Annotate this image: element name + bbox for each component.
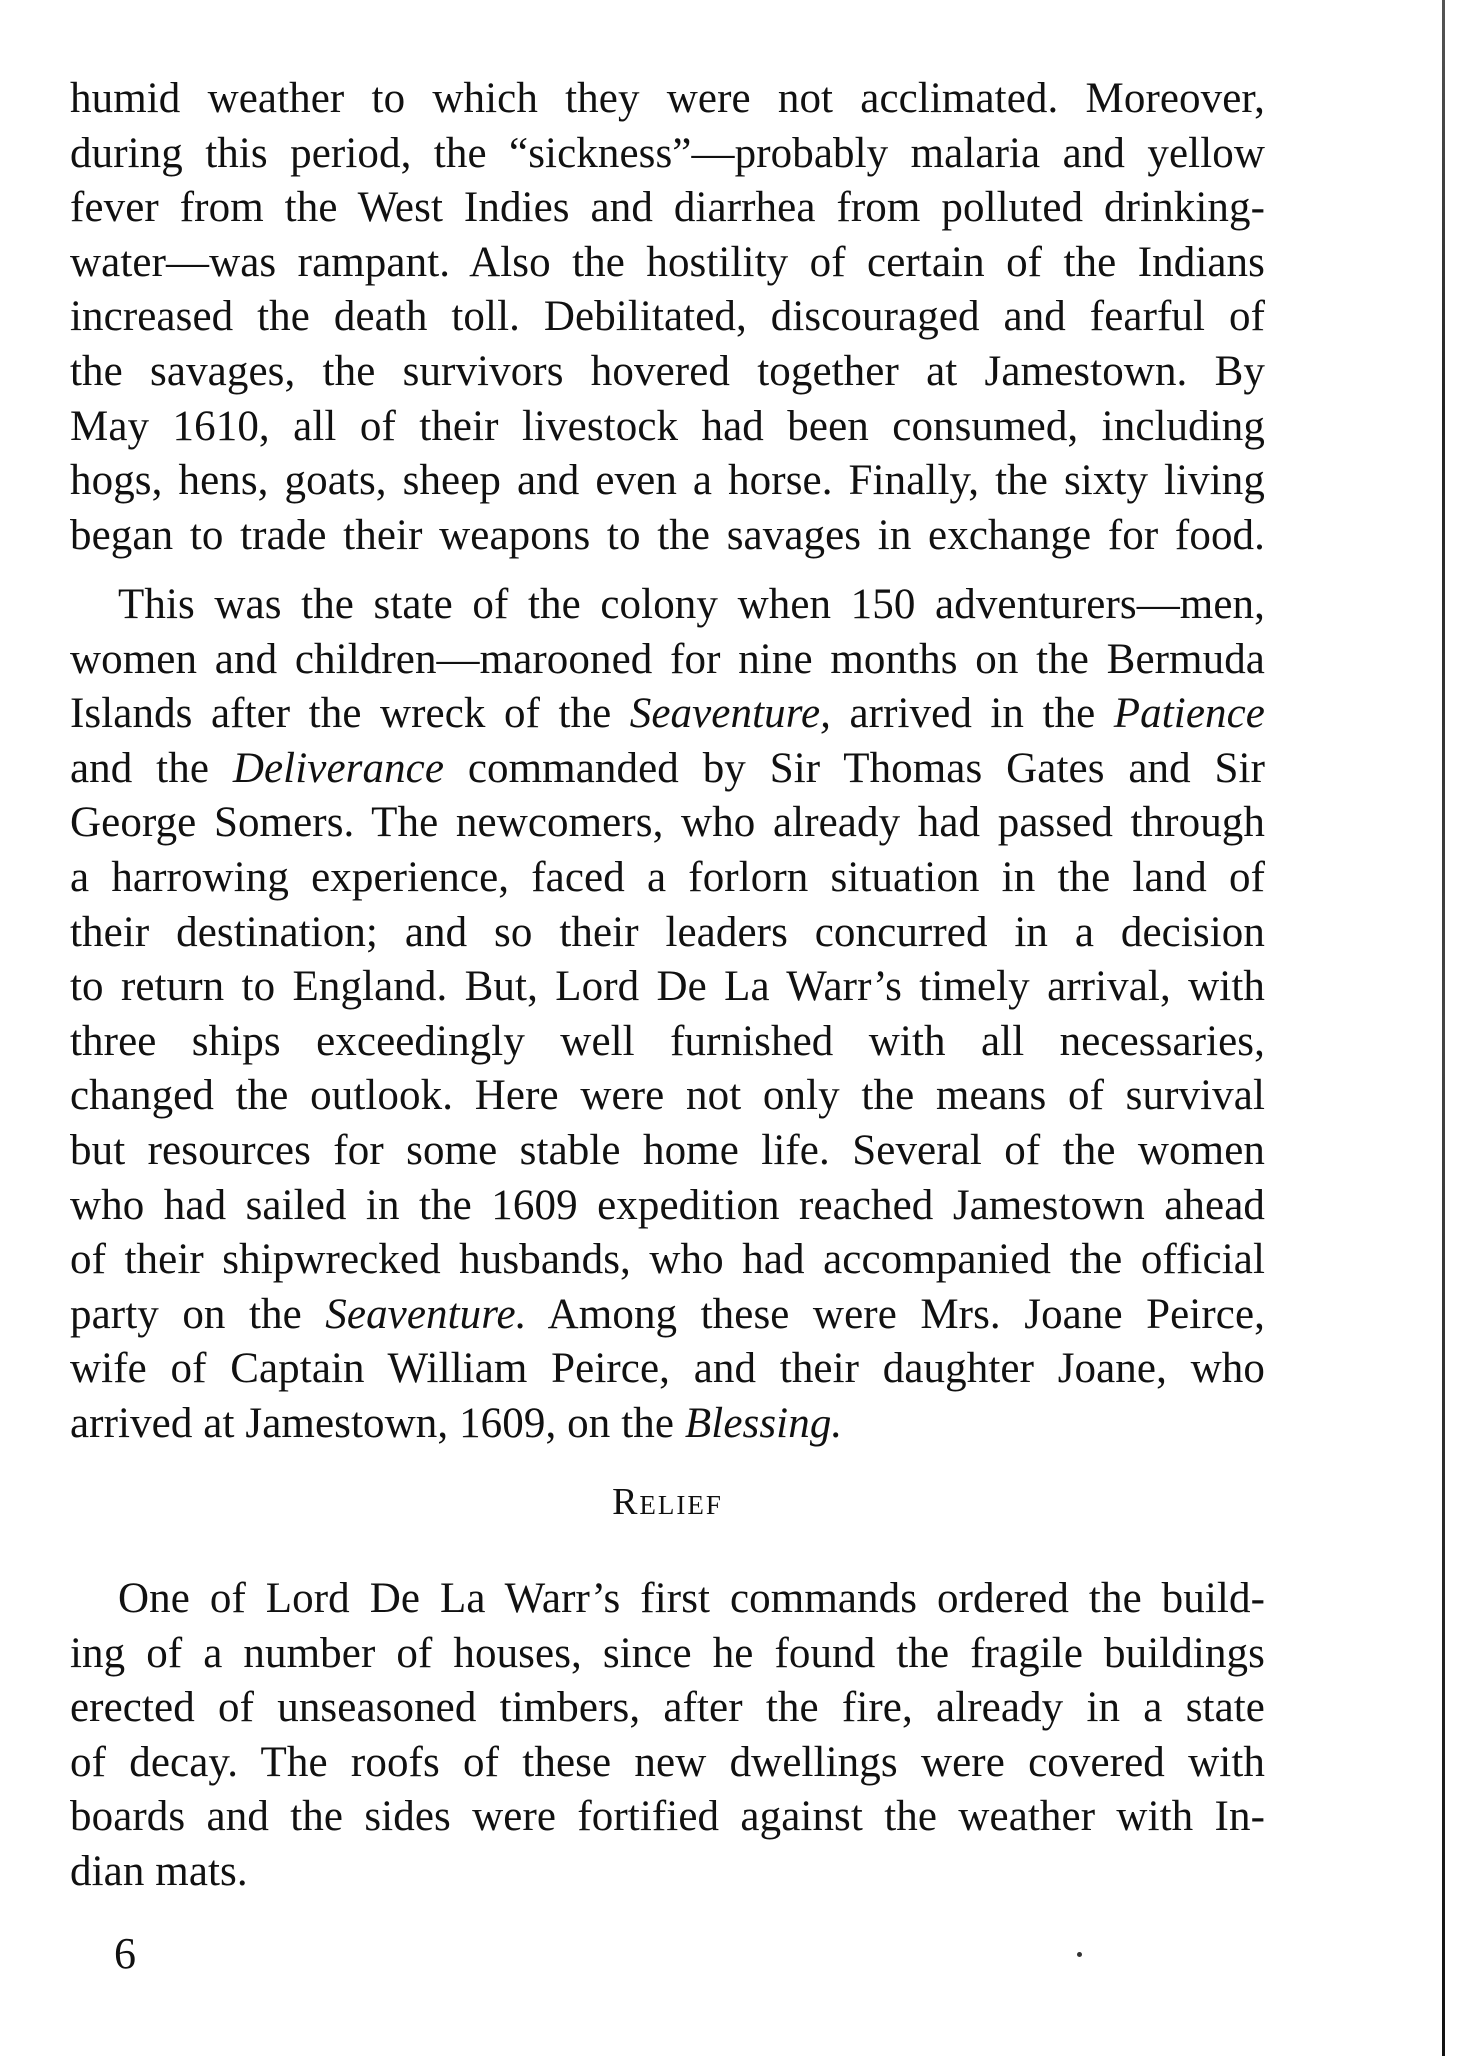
section-heading: Relief	[612, 1481, 723, 1523]
text-line: increased the death toll. Debilitated, discouraged and fearful of	[70, 293, 1265, 341]
text-line: to return to England. But, Lord De La Warr’s timely arrival, with	[70, 963, 1265, 1011]
ship-name: Patience	[1113, 690, 1265, 738]
text-line: began to trade their weapons to the savages in exchange for food.	[70, 511, 1265, 559]
page-number: 6	[114, 1929, 136, 1978]
text-line: hogs, hens, goats, sheep and even a horse. Finally, the sixty living	[70, 457, 1265, 505]
text-line: of their shipwrecked husbands, who had accompanied the official	[70, 1236, 1265, 1284]
text-line: wife of Captain William Peirce, and their daughter Joane, who	[70, 1345, 1265, 1393]
text-line	[70, 1397, 1265, 1452]
text-run: arrived in the	[831, 690, 1114, 738]
text-line: a harrowing experience, faced a forlorn situation in the land of	[70, 853, 1265, 901]
text-line: the savages, the survivors hovered together at Jamestown. By	[70, 347, 1265, 395]
text-run: and the	[70, 744, 233, 792]
text-run: Islands after the wreck of the	[70, 690, 630, 738]
ship-name: Blessing.	[684, 1399, 843, 1447]
text-line: women and children—marooned for nine months on the Bermuda	[70, 635, 1265, 683]
text-line: but resources for some stable home life. Several of the women	[70, 1126, 1265, 1174]
text-line: George Somers. The newcomers, who already had passed through	[70, 799, 1265, 847]
text-line: their destination; and so their leaders concurred in a decision	[70, 908, 1265, 956]
text-run: Among these were Mrs. Joane Peirce,	[526, 1290, 1265, 1338]
text-line: three ships exceedingly well furnished with all necessaries,	[70, 1017, 1265, 1065]
text-line: changed the outlook. Here were not only the means of survival	[70, 1072, 1265, 1120]
text-line: water—was rampant. Also the hostility of certain of the Indians	[70, 238, 1265, 286]
text-line: dian mats.	[70, 1847, 248, 1895]
text-line: ing of a number of houses, since he found the fragile buildings	[70, 1629, 1265, 1677]
text-run: arrived at Jamestown, 1609, on the	[70, 1399, 685, 1447]
text-line	[70, 742, 1265, 797]
text-line: of decay. The roofs of these new dwellings were covered with	[70, 1738, 1265, 1786]
ship-name: Deliverance	[232, 744, 445, 792]
text-line: fever from the West Indies and diarrhea from polluted drinking-	[70, 184, 1265, 232]
text-line: who had sailed in the 1609 expedition reached Jamestown ahead	[70, 1181, 1265, 1229]
ship-name: Seaventure,	[629, 690, 832, 738]
text-run: commanded by Sir Thomas Gates and Sir	[444, 744, 1266, 792]
binding-edge-shadow	[1442, 0, 1445, 2056]
text-line: This was the state of the colony when 150 adventurers—men,	[118, 581, 1265, 628]
text-line: May 1610, all of their livestock had been consumed, including	[70, 402, 1265, 450]
paragraph-1	[70, 72, 1265, 563]
text-line	[70, 1288, 1265, 1343]
text-line: boards and the sides were fortified against the weather with In-	[70, 1793, 1265, 1841]
text-run: party on the	[70, 1290, 326, 1338]
text-line	[70, 687, 1265, 742]
paragraph-3	[70, 1572, 1265, 1900]
ink-speck	[1077, 1952, 1082, 1957]
ship-name: Seaventure.	[325, 1290, 527, 1338]
text-line: One of Lord De La Warr’s first commands ordered the build-	[118, 1575, 1265, 1622]
text-line: humid weather to which they were not acclimated. Moreover,	[70, 75, 1265, 122]
text-line: during this period, the “sickness”—probably malaria and yellow	[70, 129, 1265, 177]
text-line: erected of unseasoned timbers, after the fire, already in a state	[70, 1684, 1265, 1732]
paragraph-2	[70, 578, 1265, 1452]
